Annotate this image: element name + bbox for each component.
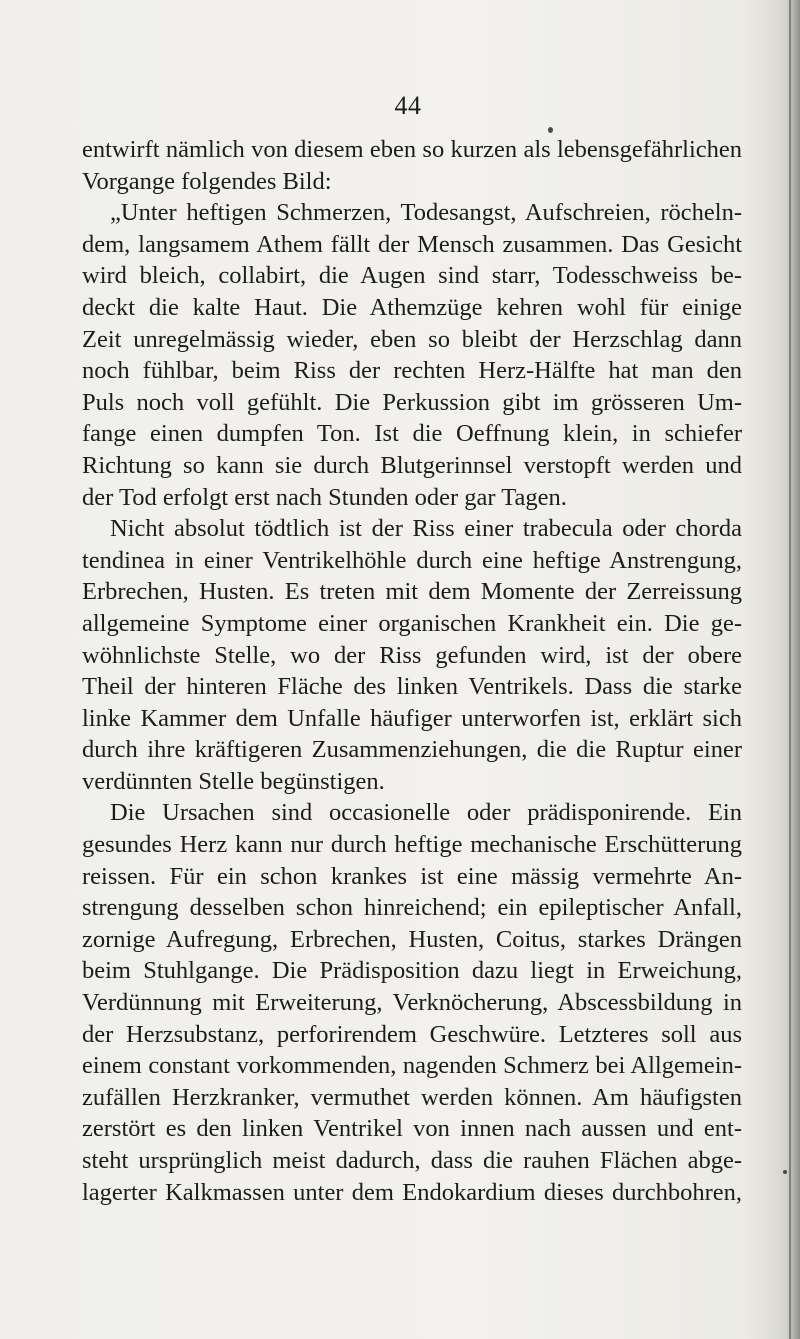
- text-line: fange einen dumpfen Ton. Ist die Oeffnung klein, in schiefer: [82, 420, 742, 448]
- text-line: lagerter Kalkmassen unter dem Endokardium dieses durchbohren,: [82, 1178, 742, 1206]
- text-line: Vorgange folgendes Bild:: [82, 167, 332, 195]
- text-line: der Tod erfolgt erst nach Stunden oder gar Tagen.: [82, 483, 567, 511]
- page-edge-line: [789, 0, 791, 1339]
- text-line: noch fühlbar, beim Riss der rechten Herz-Hälfte hat man den: [82, 357, 742, 385]
- text-line: linke Kammer dem Unfalle häufiger unterworfen ist, erklärt sich: [82, 704, 742, 732]
- text-line: beim Stuhlgange. Die Prädisposition dazu liegt in Erweichung,: [82, 957, 742, 985]
- text-line: verdünnten Stelle begünstigen.: [82, 767, 385, 795]
- text-line: wird bleich, collabirt, die Augen sind starr, Todesschweiss be-: [82, 262, 742, 290]
- print-speck: [783, 1170, 787, 1174]
- text-line: Die Ursachen sind occasionelle oder prädisponirende. Ein: [110, 799, 742, 827]
- text-line: deckt die kalte Haut. Die Athemzüge kehren wohl für einige: [82, 293, 742, 321]
- text-line: Puls noch voll gefühlt. Die Perkussion gibt im grösseren Um-: [82, 388, 742, 416]
- text-line: strengung desselben schon hinreichend; ein epileptischer Anfall,: [82, 894, 742, 922]
- text-line: durch ihre kräftigeren Zusammenziehungen, die die Ruptur einer: [82, 736, 742, 764]
- text-line: reissen. Für ein schon krankes ist eine mässig vermehrte An-: [82, 862, 742, 890]
- text-line: zerstört es den linken Ventrikel von innen nach aussen und ent-: [82, 1115, 742, 1143]
- text-line: allgemeine Symptome einer organischen Krankheit ein. Die ge-: [82, 609, 742, 637]
- text-line: zufällen Herzkranker, vermuthet werden können. Am häufigsten: [82, 1083, 742, 1111]
- text-line: zornige Aufregung, Erbrechen, Husten, Coitus, starkes Drängen: [82, 925, 742, 953]
- text-line: Verdünnung mit Erweiterung, Verknöcherung, Abscessbildung in: [82, 989, 742, 1017]
- text-line: der Herzsubstanz, perforirendem Geschwüre. Letzteres soll aus: [82, 1020, 742, 1048]
- text-line: einem constant vorkommenden, nagenden Schmerz bei Allgemein-: [82, 1052, 742, 1080]
- text-line: Theil der hinteren Fläche des linken Ventrikels. Dass die starke: [82, 673, 742, 701]
- text-line: wöhnlichste Stelle, wo der Riss gefunden wird, ist der obere: [82, 641, 742, 669]
- text-line: dem, langsamem Athem fällt der Mensch zusammen. Das Gesicht: [82, 230, 742, 258]
- text-line: Erbrechen, Husten. Es treten mit dem Momente der Zerreissung: [82, 578, 742, 606]
- text-line: tendinea in einer Ventrikelhöhle durch eine heftige Anstrengung,: [82, 546, 742, 574]
- body-text: [82, 134, 742, 1208]
- text-line: steht ursprünglich meist dadurch, dass die rauhen Flächen abge-: [82, 1147, 742, 1174]
- text-line: entwirft nämlich von diesem eben so kurzen als lebensgefährlichen: [82, 136, 742, 163]
- text-line: „Unter heftigen Schmerzen, Todesangst, Aufschreien, röcheln-: [110, 199, 742, 227]
- page-number: 44: [394, 91, 422, 120]
- text-line: Richtung so kann sie durch Blutgerinnsel verstopft werden und: [82, 451, 742, 479]
- text-line: Zeit unregelmässig wieder, eben so bleibt der Herzschlag dann: [82, 325, 742, 353]
- text-line: Nicht absolut tödtlich ist der Riss einer trabecula oder chorda: [110, 515, 742, 543]
- text-line: gesundes Herz kann nur durch heftige mechanische Erschütterung: [82, 831, 742, 859]
- print-speck: [548, 127, 553, 133]
